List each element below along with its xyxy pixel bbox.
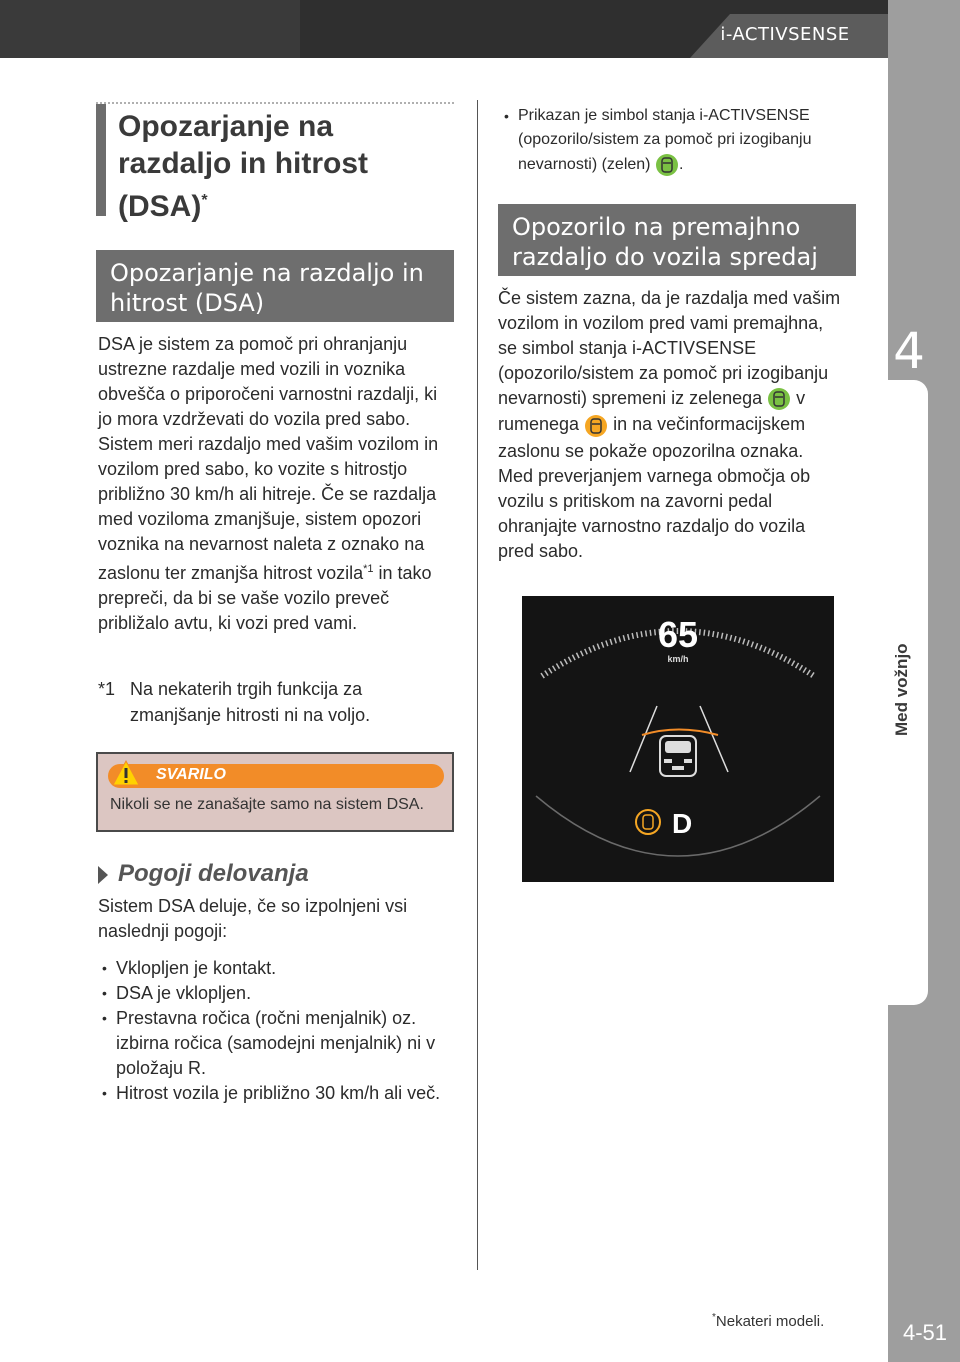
page-footnote: *Nekateri modeli. (712, 1312, 825, 1330)
speed-readout: 65 (657, 614, 699, 655)
section-heading-distance-warning: Opozorilo na premajhno razdaljo do vozila spredaj (498, 204, 856, 276)
amber-status-icon (584, 413, 608, 439)
subhead-marker-icon (98, 866, 108, 884)
section-heading-dsa: Opozarjanje na razdaljo in hitrost (DSA) (96, 250, 454, 322)
warning-label: SVARILO (156, 766, 226, 783)
title-rule (96, 102, 454, 104)
green-status-icon (655, 152, 679, 178)
speed-unit: km/h (667, 654, 689, 664)
warning-box (96, 752, 454, 832)
green-status-icon (767, 386, 791, 412)
list-item: • Prikazan je simbol stanja i-ACTIVSENSE (opozorilo/sistem za pomoč pri izogibanju nevarnosti) (zelen) . (500, 104, 862, 178)
header-section-title: i-ACTIVSENSE (720, 24, 850, 45)
chapter-number: 4 (893, 322, 925, 380)
warning-triangle-icon (112, 760, 140, 786)
warning-text: Nikoli se ne zanašajte samo na sistem DSA. (110, 796, 424, 813)
distance-warning-description: Če sistem zazna, da je razdalja med vašim vozilom in vozilom pred vami premajhna, se simbol stanja i-ACTIVSENSE (opozorilo/sistem za pomoč pri izogibanju nevarnosti) spremeni iz zelenega v rumenega in na večinformacijskem zaslonu se pokaže opozorilna oznaka. Med preverjanjem varnega območja ob vozilu s pritiskom na zavorni pedal ohranjajte varnostno razdaljo do vozila pred sabo. (498, 288, 841, 561)
column-divider (477, 100, 478, 1270)
list-item: • Hitrost vozila je približno 30 km/h ali več. (98, 1081, 460, 1106)
title-bar (96, 104, 106, 216)
page-number: 4-51 (902, 1320, 948, 1345)
footnote-text: Na nekaterih trgih funkcija za zmanjšanje hitrosti ni na voljo. (130, 679, 371, 725)
list-item: • Prestavna ročica (ročni menjalnik) oz. izbirna ročica (samodejni menjalnik) ni v položaju R. (98, 1006, 460, 1081)
conditions-intro: Sistem DSA deluje, če so izpolnjeni vsi naslednji pogoji: (98, 896, 408, 941)
header-accent (0, 0, 300, 58)
gear-indicator: D (672, 808, 693, 839)
list-item: • DSA je vklopljen. (98, 981, 460, 1006)
conditions-heading: Pogoji delovanja (118, 860, 309, 887)
status-symbol-note (500, 104, 862, 178)
conditions-list (98, 956, 460, 1106)
display-illustration (522, 596, 834, 882)
page-title: Opozarjanje na razdaljo in hitrost (DSA)* (118, 110, 369, 223)
chapter-label: Med vožnjo (892, 643, 911, 737)
footnote-mark: *1 (98, 679, 116, 699)
dsa-description: DSA je sistem za pomoč pri ohranjanju ustrezne razdalje med vozili in voznika obvešča o priporočeni varnostni razdalji, ki jo mora vzdrževati do vozila pred sabo. Sistem meri razdaljo med vašim vozilom in vozilom pred sabo, ko vozite s hitrostjo približno 30 km/h ali hitreje. Če se razdalja med voziloma zmanjšuje, sistem opozori voznika na nevarnost naleta z oznako na zaslonu ter zmanjša hitrost vozila$^{*1}$ in tako prepreči, da bi se vaše vozilo preveč približalo avtu, ki vozi pred vami. (98, 334, 439, 633)
list-item: • Vklopljen je kontakt. (98, 956, 460, 981)
